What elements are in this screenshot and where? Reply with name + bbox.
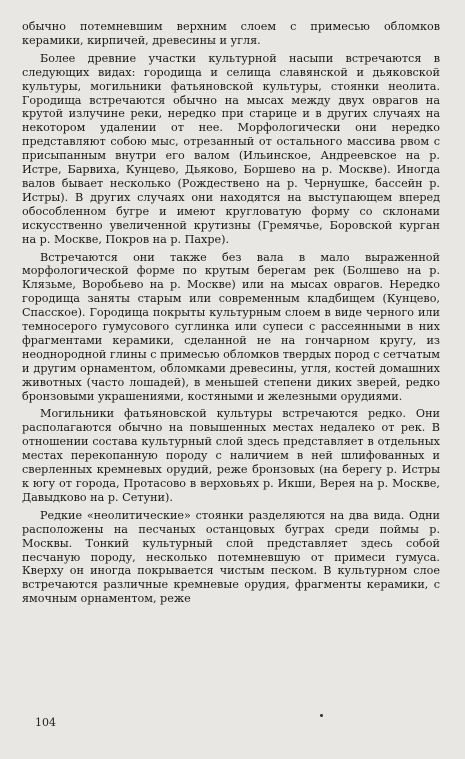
paragraph-hillforts: Встречаются они также без вала в мало выраженной морфологической форме по крутым берегам рек (Болшево на р. Клязьме, Воробьево на р. Москве) или на мысах оврагов. Нередко городища заняты старым или современным кладбищем (Кунцево, Спасское). Городища покрыты культурным слоем в виде черного или темносерого гумусового суглинка или супеси с рассеянными в них фрагментами керамики, сделанной не на гончарном кругу, из неоднородной глины с примесью обломков твердых пород с сетчатым и другим орнаментом, обломками древесины, угля, костей домашних животных (часто лошадей), в меньшей степени диких зверей, редко бронзовыми украшениями, костяными и железными орудиями. [22, 250, 440, 403]
paragraph-neolithic-sites: Редкие «неолитические» стоянки разделяются на два вида. Одни расположены на песчаных останцовых буграх среди поймы р. Москвы. Тонкий культурный слой представляет здесь собой песчаную породу, несколько потемневшую от примеси гумуса. Кверху он иногда покрывается чистым песком. В культурном слое встречаются различные кремневые орудия, фрагменты керамики, с ямочным орнаментом, реже [22, 508, 440, 606]
paragraph-settlements: Более древние участки культурной насыпи встречаются в следующих видах: городища и селища славянской и дьяковской культуры, могильники фатьяновской культуры, стоянки неолита. Городища встречаются обычно на мысах между двух оврагов на крутой излучине реки, нередко при старице и в других случаях на некотором удалении от нее. Морфологически они нередко представляют собою мыс, отрезанный от остального массива рвом с присыпанным внутри его валом (Ильинское, Андреевское на р. Истре, Барвиха, Кунцево, Дьяково, Боршево на р. Москве). Иногда валов бывает несколько (Рождествено на р. Чернушке, бассейн р. Истры). В других случаях они находятся на выступающем вперед обособленном бугре и имеют кругловатую форму со склонами искусственно увеличенной крутизны (Гремячье, Боровской курган на р. Москве, Покров на р. Пахре). [22, 51, 440, 246]
paragraph-continuation: обычно потемневшим верхним слоем с примесью обломков керамики, кирпичей, древесины и угля. [22, 20, 440, 47]
print-speck [320, 714, 323, 717]
paragraph-burial-grounds: Могильники фатьяновской культуры встречаются редко. Они располагаются обычно на повышенных местах недалеко от рек. В отношении состава культурный слой здесь представляет в отдельных местах перекопанную породу с наличием в ней шлифованных и сверленных кремневых орудий, реже бронзовых (на берегу р. Истры к югу от города, Протасово в верховьях р. Икши, Верея на р. Москве, Давыдково на р. Сетуни). [22, 407, 440, 504]
body-text [22, 20, 440, 606]
page-number: 104 [35, 716, 56, 729]
